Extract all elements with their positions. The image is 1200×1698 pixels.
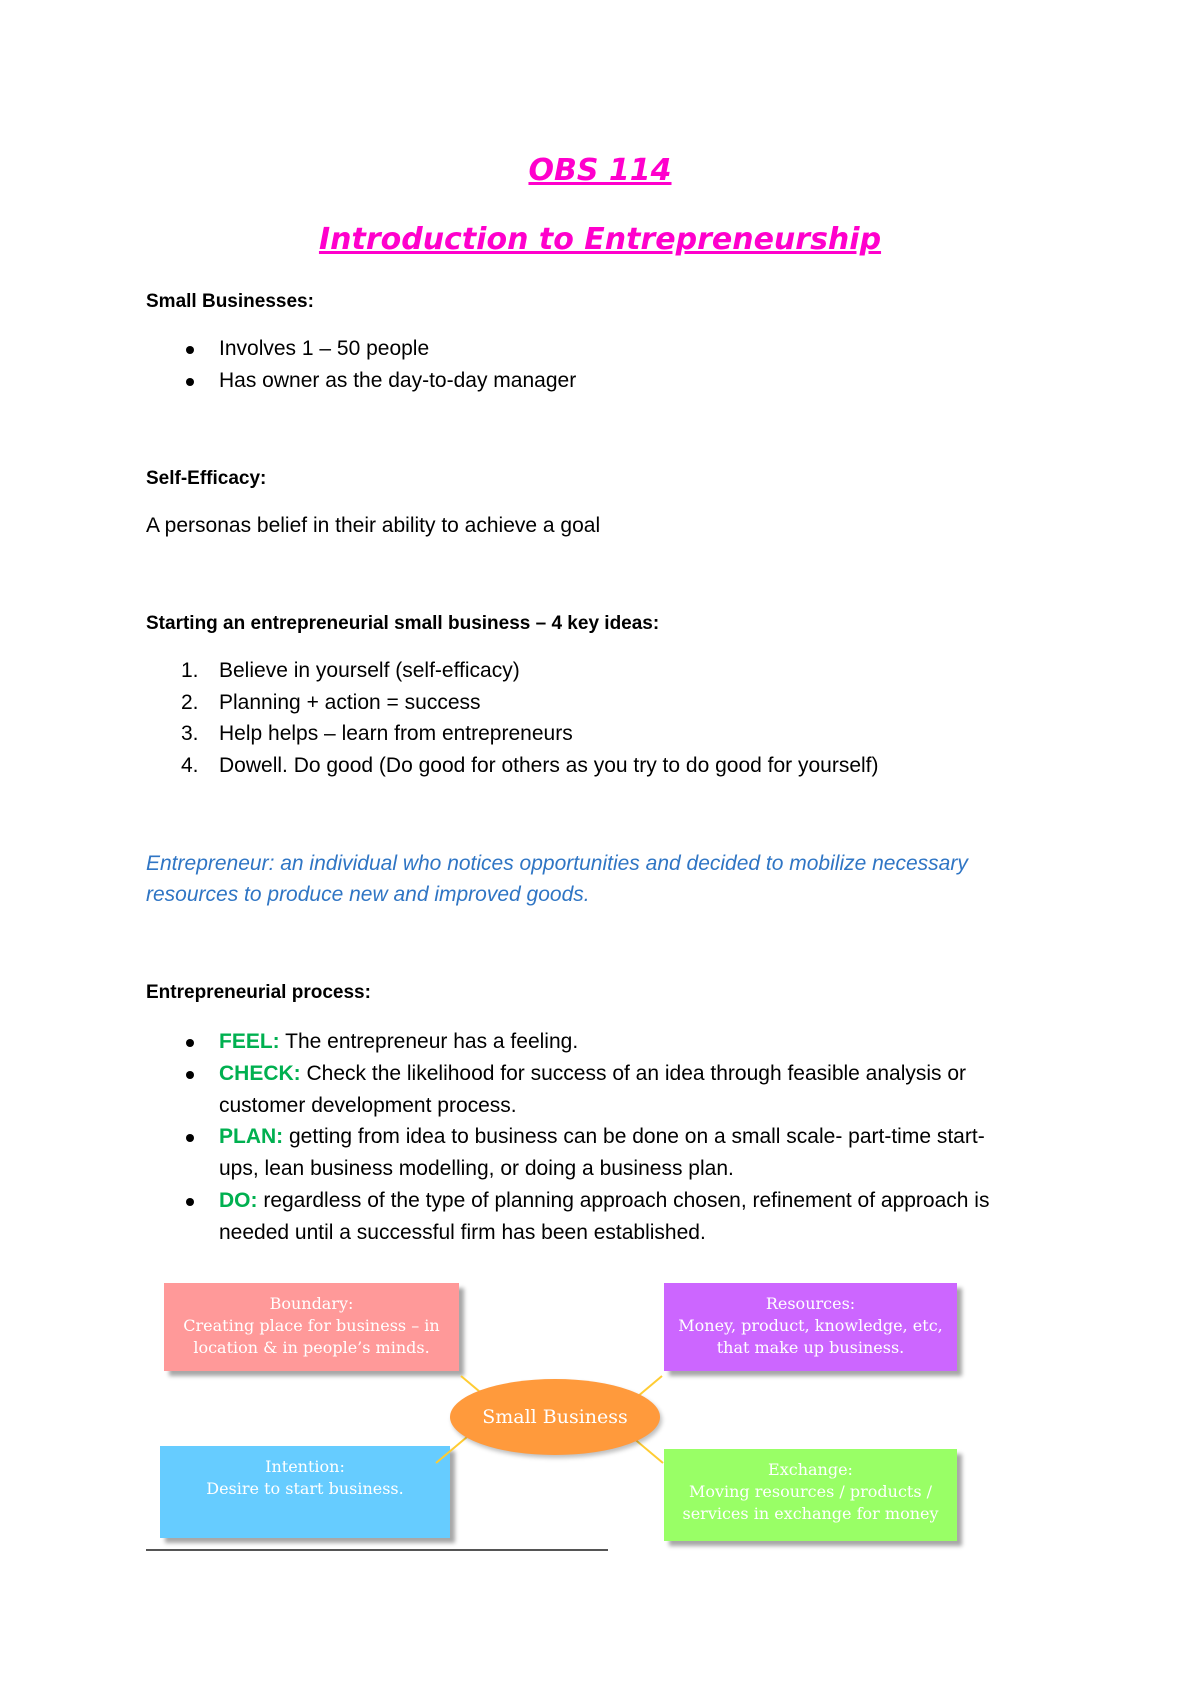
bullet-icon [186,1071,194,1079]
starting-heading: Starting an entrepreneurial small business – 4 key ideas: [146,613,660,634]
bullet-icon [186,378,194,386]
process-heading: Entrepreneurial process: [146,982,371,1003]
small-businesses-heading: Small Businesses: [146,291,314,312]
bullet-icon [186,1198,194,1206]
course-title: Introduction to Entrepreneurship [318,222,882,257]
divider [146,1549,608,1551]
exchange-box: Exchange: Moving resources / products / services in exchange for money [664,1449,957,1541]
bullet-icon [186,1039,194,1047]
boundary-box: Boundary: Creating place for business – in location & in people’s minds. [164,1283,459,1371]
entrepreneur-definition-line1: Entrepreneur: an individual who notices opportunities and decided to mobilize necessary [146,852,968,875]
self-efficacy-heading: Self-Efficacy: [146,468,267,489]
entrepreneur-definition-line2: resources to produce new and improved goods. [146,883,590,906]
small-business-ellipse: Small Business [450,1379,660,1455]
intention-box: Intention: Desire to start business. [160,1446,450,1538]
self-efficacy-definition: A personas belief in their ability to achieve a goal [146,514,601,537]
resources-box: Resources: Money, product, knowledge, etc, that make up business. [664,1283,957,1371]
course-code: OBS 114 [528,153,672,188]
bullet-icon [186,346,194,354]
bullet-icon [186,1134,194,1142]
